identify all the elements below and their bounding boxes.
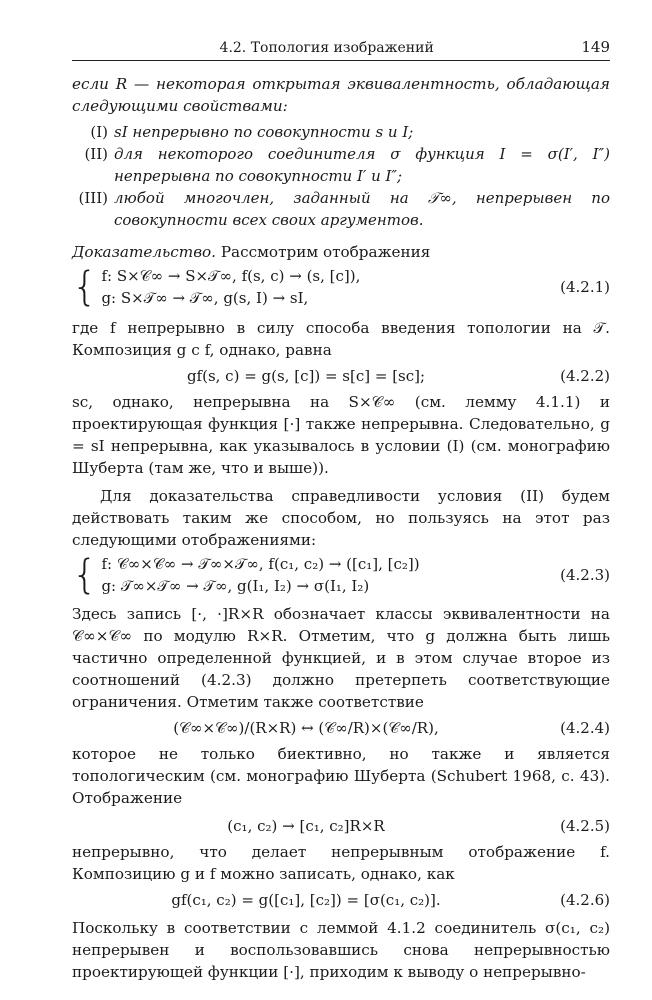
condition-label: (I) [90,123,108,141]
paragraph: Для доказательства справедливости условия (II) будем действовать таким же способом, но пользуясь на этот раз следующими отображениями: [72,487,610,549]
equation-body: (c₁, c₂) → [c₁, c₂]R×R [227,817,385,835]
equation-number: (4.2.6) [560,891,610,909]
running-header [72,38,610,61]
proof-text: Рассмотрим отображения [216,243,431,261]
equation-body: gf(s, c) = g(s, [c]) = s[c] = [sc]; [186,367,426,385]
page-number: 149 [581,38,610,56]
condition-2 [72,143,610,187]
equation-number: (4.2.3) [560,566,610,584]
equation-line: g: S×𝒯∞ → 𝒯∞, g(s, I) → sI, [101,289,309,307]
equation-body: (𝒞∞×𝒞∞)/(R×R) ↔ (𝒞∞/R)×(𝒞∞/R), [173,719,439,737]
equation-4-2-6 [72,891,610,909]
equation-number: (4.2.4) [560,719,610,737]
paragraph: Здесь запись [·, ·]R×R обозначает классы эквивалентности на 𝒞∞×𝒞∞ по модулю R×R. Отметим, что g должна быть лишь частично определенной функцией, и в этом случае второе из соотношений (4.2.3) должно претерпеть соответствующие ограничения. Отметим также соответствие [72,605,610,711]
proof-label: Доказательство. [72,243,216,261]
equation-number: (4.2.2) [560,367,610,385]
equation-4-2-1 [72,265,610,309]
condition-text: любой многочлен, заданный на 𝒯∞, непрерывен по совокупности всех своих аргументов. [114,189,610,229]
equation-4-2-5 [72,817,610,835]
condition-label: (III) [78,189,108,207]
paragraph: Поскольку в соответствии с леммой 4.1.2 соединитель σ(c₁, c₂) непрерывен и воспользовавшись снова непрерывностью проектирующей функции [·], приходим к выводу о непрерывно- [72,919,610,981]
equation-4-2-3 [72,553,610,597]
proof-start [72,241,610,263]
equation-line: f: S×𝒞∞ → S×𝒯∞, f(s, c) → (s, [c]), [101,267,361,285]
equation-line: g: 𝒯∞×𝒯∞ → 𝒯∞, g(I₁, I₂) → σ(I₁, I₂) [101,577,370,595]
brace-glyph: { [72,264,98,310]
equation-number: (4.2.1) [560,278,610,296]
equation-body: gf(c₁, c₂) = g([c₁], [c₂]) = [σ(c₁, c₂)]. [171,891,441,909]
brace-glyph: { [72,552,98,598]
equation-number: (4.2.5) [560,817,610,835]
condition-text: sI непрерывно по совокупности s и I; [114,123,414,141]
book-page [72,38,610,983]
equation-4-2-4 [72,719,610,737]
paragraph: которое не только биективно, но также и является топологическим (см. монографию Шуберта (Schubert 1968, c. 43). Отображение [72,745,610,807]
section-title: 4.2. Топология изображений [219,40,434,56]
equation-4-2-2 [72,367,610,385]
condition-1 [72,121,610,143]
paragraph: sc, однако, непрерывна на S×𝒞∞ (см. лемму 4.1.1) и проектирующая функция [·] также непрерывна. Следовательно, g = sI непрерывна, как указывалось в условии (I) (см. монографию Шуберта (там же, что и выше)). [72,393,610,477]
paragraph: непрерывно, что делает непрерывным отображение f. Композицию g и f можно записать, однако, как [72,843,610,883]
conditions-list [72,121,610,231]
condition-label: (II) [84,145,108,163]
equation-line: f: 𝒞∞×𝒞∞ → 𝒯∞×𝒯∞, f(c₁, c₂) → ([c₁], [c₂]) [101,555,420,573]
condition-text: для некоторого соединителя σ функция I = σ(I′, I″) непрерывна по совокупности I′ и I″; [114,145,610,185]
intro-text: если R — некоторая открытая эквивалентность, обладающая следующими свойствами: [72,75,610,115]
condition-3 [72,187,610,231]
paragraph: где f непрерывно в силу способа введения топологии на 𝒯. Композиция g c f, однако, равна [72,319,610,359]
